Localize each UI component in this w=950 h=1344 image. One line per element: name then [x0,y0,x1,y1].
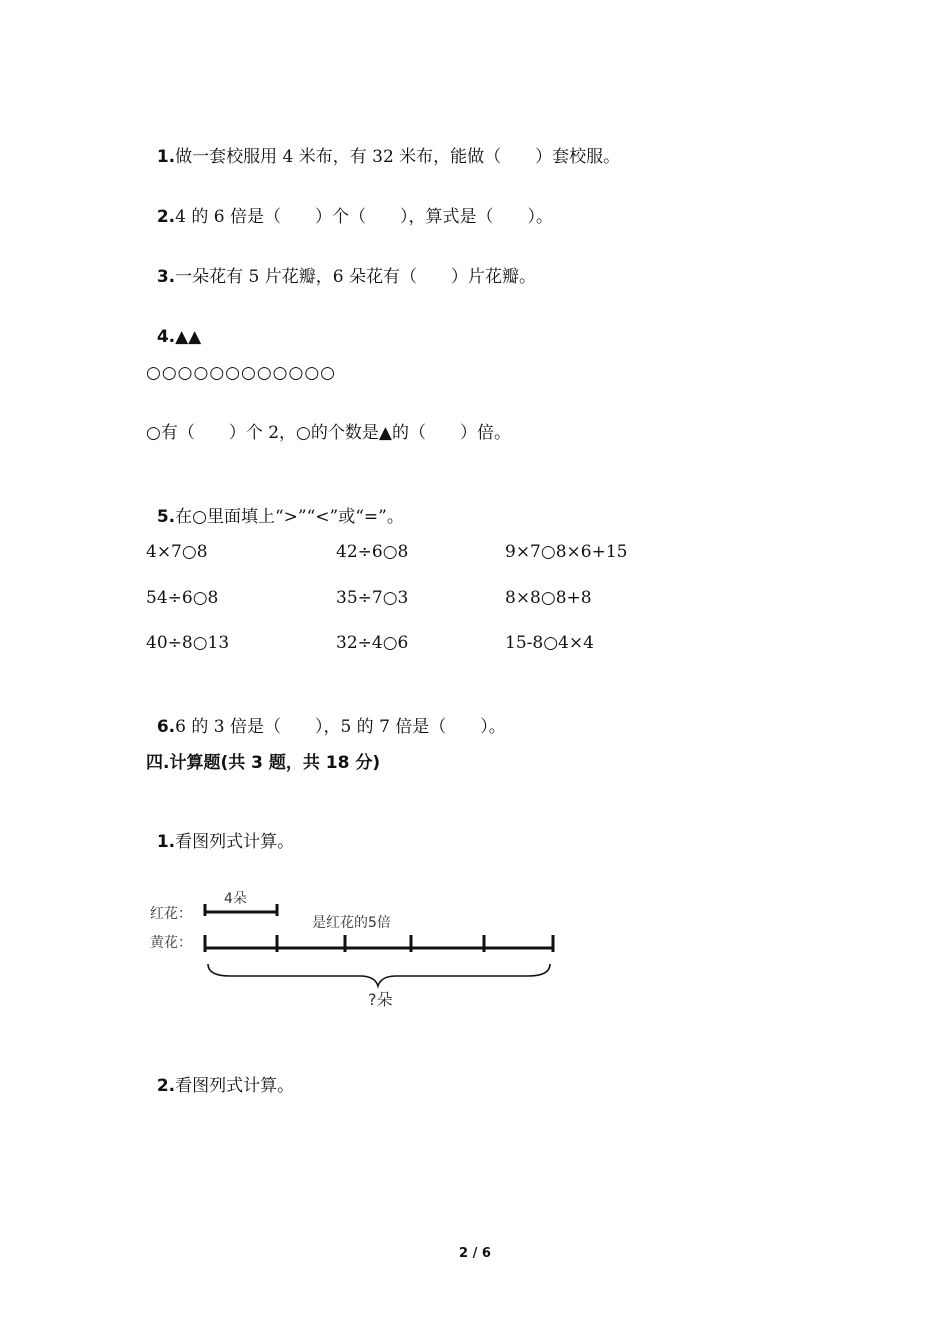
comparison-item: 8×8○8+8 [505,588,592,608]
total-label: ?朵 [368,990,393,1009]
question-text: 看图列式计算。 [175,832,295,852]
red-amount-label: 4朵 [224,891,247,907]
question-number: 1. [156,147,176,167]
question-text: 4 的 6 倍是（ ）个（ ），算式是（ ）。 [175,207,553,227]
total-brace [208,964,550,986]
comparison-item: 32÷4○6 [336,633,409,653]
comparison-item: 40÷8○13 [146,633,230,653]
comparison-item: 42÷6○8 [336,542,409,562]
comparison-item: 4×7○8 [146,542,208,562]
red-flower-label: 红花： [150,906,192,922]
question-1 [146,121,620,169]
question-number: 2. [156,1076,176,1096]
question-4 [146,301,201,349]
question-text: 6 的 3 倍是（ ），5 的 7 倍是（ ）。 [175,717,506,737]
question-number: 2. [156,207,176,227]
page-number: 2 / 6 [459,1246,491,1261]
question-2 [146,181,553,229]
triangle-row: ▲▲ [175,327,202,347]
question-3 [146,241,536,289]
question-text: 看图列式计算。 [175,1076,295,1096]
question-4-text: ○有（ ）个 2，○的个数是▲的（ ）倍。 [146,423,511,443]
comparison-item: 54÷6○8 [146,588,219,608]
question-6 [146,691,506,739]
question-number: 1. [156,832,176,852]
relation-label: 是红花的5倍 [312,915,391,931]
question-text: 在○里面填上“>”“<”或“=”。 [175,507,404,527]
question-number: 6. [156,717,176,737]
line-segment-diagram [140,880,570,1015]
comparison-item: 15-8○4×4 [505,633,594,653]
question-text: 一朵花有 5 片花瓣，6 朵花有（ ）片花瓣。 [175,267,536,287]
calc-question-1 [146,806,294,854]
section-heading: 四.计算题(共 3 题，共 18 分) [146,753,381,773]
question-number: 5. [156,507,176,527]
question-text: 做一套校服用 4 米布，有 32 米布，能做（ ）套校服。 [175,147,621,167]
yellow-segment [205,935,553,952]
question-5 [146,481,404,529]
circle-row: ○○○○○○○○○○○○ [146,363,337,383]
comparison-item: 35÷7○3 [336,588,409,608]
question-number: 3. [156,267,176,287]
calc-question-2 [146,1050,294,1098]
question-number: 4. [156,327,176,347]
comparison-item: 9×7○8×6+15 [505,542,628,562]
yellow-flower-label: 黄花： [150,935,192,951]
